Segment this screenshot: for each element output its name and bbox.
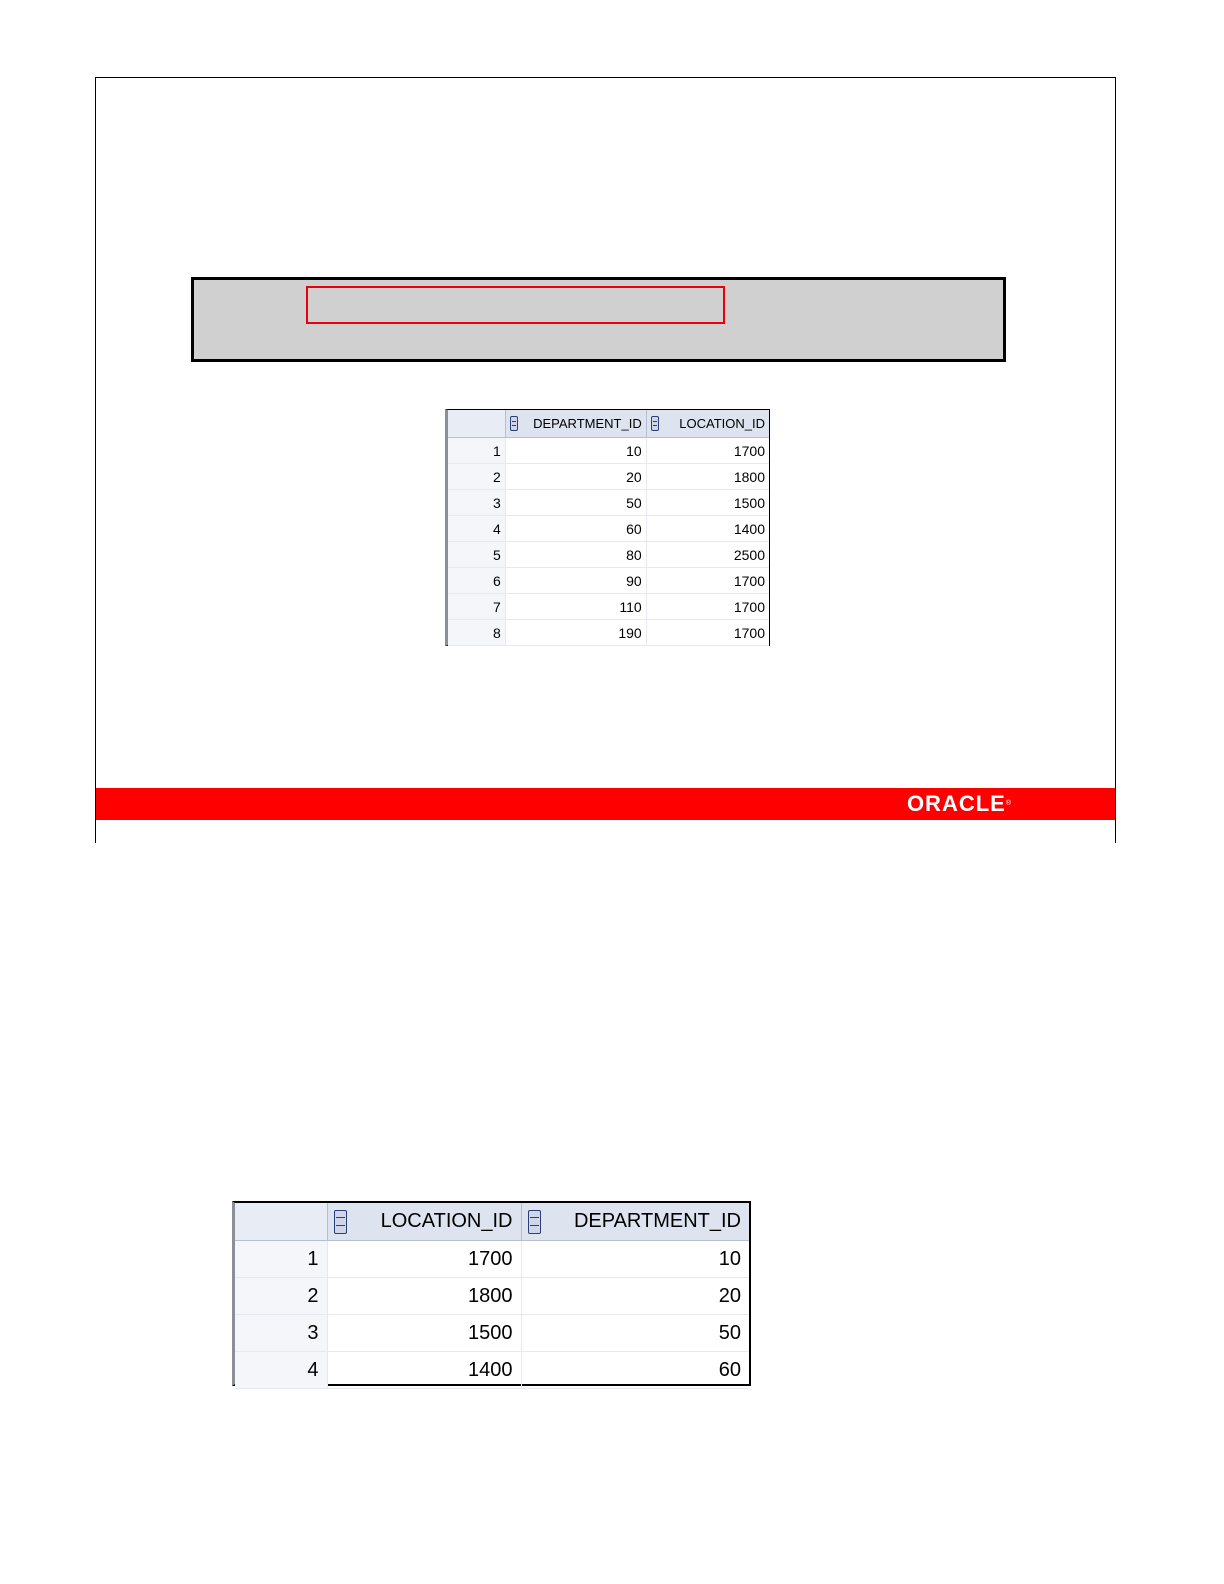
column-header[interactable] [521,1203,749,1241]
column-header-label: LOCATION_ID [380,1210,513,1232]
sort-az-icon[interactable] [528,1210,541,1234]
table-cell[interactable]: 110 [505,594,646,620]
table-row[interactable] [448,542,769,568]
sort-az-icon[interactable] [510,416,518,431]
table-cell[interactable]: 80 [505,542,646,568]
table-cell[interactable]: 90 [505,568,646,594]
result-grid-bottom [232,1201,751,1386]
sort-az-icon[interactable] [651,416,659,431]
row-number-header [235,1203,327,1241]
sql-statement-box [191,277,1006,362]
table-cell[interactable]: 2500 [646,542,769,568]
table-row[interactable] [448,594,769,620]
table-row[interactable] [448,620,769,646]
table-row[interactable] [448,490,769,516]
table-cell[interactable]: 1500 [327,1315,521,1352]
logo-text: ORACLE [906,791,1006,816]
oracle-logo [907,792,1011,816]
table-cell[interactable]: 190 [505,620,646,646]
sort-az-icon[interactable] [334,1210,347,1234]
row-number[interactable]: 3 [448,490,505,516]
table-row[interactable] [448,568,769,594]
table-cell[interactable]: 1700 [646,568,769,594]
table-row[interactable] [235,1315,749,1352]
table-cell[interactable]: 1400 [327,1352,521,1389]
result-grid-top [445,409,770,646]
row-number[interactable]: 4 [448,516,505,542]
table-cell[interactable]: 1700 [646,438,769,464]
row-number[interactable]: 7 [448,594,505,620]
table-cell[interactable]: 1700 [646,594,769,620]
table-cell[interactable]: 10 [521,1241,749,1278]
table-cell[interactable]: 20 [505,464,646,490]
column-header[interactable] [327,1203,521,1241]
row-number[interactable]: 2 [448,464,505,490]
row-number-header [448,410,505,438]
highlight-box [306,286,725,324]
table-cell[interactable]: 50 [505,490,646,516]
footer-bar [96,788,1115,820]
row-number[interactable]: 1 [235,1241,327,1278]
table-row[interactable] [448,438,769,464]
table-cell[interactable]: 1700 [327,1241,521,1278]
row-number[interactable]: 8 [448,620,505,646]
row-number[interactable]: 5 [448,542,505,568]
column-header-label: DEPARTMENT_ID [533,416,642,431]
table-cell[interactable]: 60 [505,516,646,542]
column-header-label: DEPARTMENT_ID [573,1210,741,1232]
table-cell[interactable]: 1400 [646,516,769,542]
table-cell[interactable]: 1800 [327,1278,521,1315]
table-cell[interactable]: 1800 [646,464,769,490]
table-cell[interactable]: 1500 [646,490,769,516]
table-cell[interactable]: 1700 [646,620,769,646]
table-row[interactable] [235,1352,749,1389]
table-cell[interactable]: 50 [521,1315,749,1352]
logo-mark: ® [1005,800,1011,807]
table-cell[interactable]: 20 [521,1278,749,1315]
table-row[interactable] [235,1278,749,1315]
table-cell[interactable]: 10 [505,438,646,464]
row-number[interactable]: 6 [448,568,505,594]
table-row[interactable] [448,516,769,542]
table-row[interactable] [448,464,769,490]
row-number[interactable]: 4 [235,1352,327,1389]
table-row[interactable] [235,1241,749,1278]
row-number[interactable]: 3 [235,1315,327,1352]
column-header[interactable] [646,410,769,438]
table-cell[interactable]: 60 [521,1352,749,1389]
row-number[interactable]: 1 [448,438,505,464]
row-number[interactable]: 2 [235,1278,327,1315]
column-header-label: LOCATION_ID [679,416,765,431]
column-header[interactable] [505,410,646,438]
